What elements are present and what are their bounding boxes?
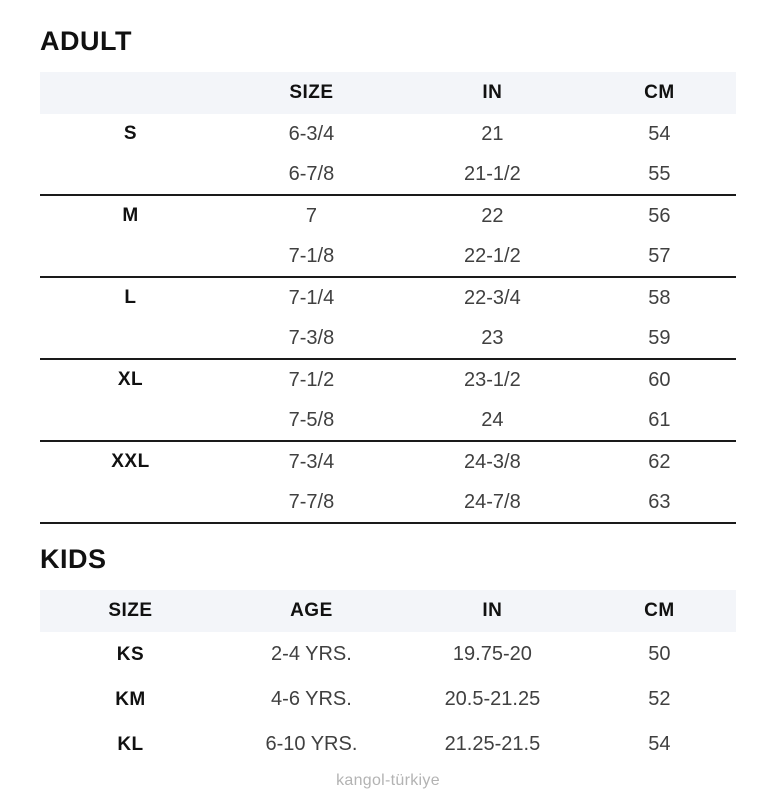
in-value-cell: 21 [481,122,504,145]
kids-header-size: SIZE [108,600,153,621]
size-value-cell: 7 [305,204,317,227]
size-label-cell: KM [115,688,146,710]
in-value-cell: 21.25-21.5 [444,733,541,755]
size-label-cell: S [123,123,138,144]
kids-header-cm: CM [644,600,675,621]
adult-header-cm: CM [644,82,675,103]
adult-size-table [40,72,736,524]
cm-value-cell: 55 [648,162,671,185]
cm-value-cell: 61 [648,408,671,431]
cm-value-cell: 54 [648,122,671,145]
size-value-cell: 7-1/4 [288,286,335,309]
kids-section-title: KIDS [40,544,107,574]
size-label-cell: XL [117,369,144,390]
in-value-cell: 22-3/4 [464,286,521,309]
table-row [40,196,736,236]
table-row [40,318,736,358]
age-value-cell: 6-10 YRS. [265,733,358,755]
table-row [40,114,736,154]
size-value-cell: 7-1/2 [288,368,335,391]
in-value-cell: 24-3/8 [464,450,521,473]
cm-value-cell: 63 [648,490,671,513]
size-value-cell: 6-3/4 [288,122,335,145]
table-row [40,360,736,400]
kids-header-age: AGE [290,600,333,621]
cm-value-cell: 60 [648,368,671,391]
age-value-cell: 2-4 YRS. [271,643,352,665]
in-value-cell: 21-1/2 [464,162,521,185]
table-row [40,400,736,440]
adult-group-m [40,196,736,278]
table-row [40,154,736,194]
adult-group-s [40,114,736,196]
cm-value-cell: 50 [648,643,671,665]
cm-value-cell: 58 [648,286,671,309]
cm-value-cell: 59 [648,326,671,349]
table-row [40,442,736,482]
kids-table-header-row [40,590,736,632]
kids-size-table [40,590,736,767]
in-value-cell: 19.75-20 [452,643,532,665]
adult-table-header-row [40,72,736,114]
size-label-cell: XXL [111,451,150,472]
in-value-cell: 24 [481,408,504,431]
size-label-cell: KL [117,733,144,755]
in-value-cell: 24-7/8 [464,490,521,513]
in-value-cell: 22 [481,204,504,227]
size-value-cell: 7-7/8 [288,490,335,513]
table-row [40,482,736,522]
cm-value-cell: 62 [648,450,671,473]
adult-section-title: ADULT [40,26,132,56]
adult-group-xxl [40,442,736,524]
adult-group-l [40,278,736,360]
size-label-cell: L [124,287,137,308]
size-value-cell: 7-1/8 [288,244,335,267]
kids-header-in: IN [482,600,503,621]
size-value-cell: 7-5/8 [288,408,335,431]
table-row [40,677,736,722]
table-row [40,236,736,276]
adult-header-size: SIZE [289,82,334,103]
cm-value-cell: 57 [648,244,671,267]
cm-value-cell: 56 [648,204,671,227]
adult-group-xl [40,360,736,442]
table-row [40,632,736,677]
adult-header-in: IN [482,82,503,103]
brand-watermark: kangol-türkiye [336,772,440,789]
cm-value-cell: 52 [648,688,671,710]
in-value-cell: 22-1/2 [464,244,521,267]
size-value-cell: 7-3/8 [288,326,335,349]
size-label-cell: KS [116,643,145,665]
table-row [40,278,736,318]
in-value-cell: 23 [481,326,504,349]
size-value-cell: 7-3/4 [288,450,335,473]
size-label-cell: M [122,205,139,226]
kids-section [40,544,736,767]
in-value-cell: 23-1/2 [464,368,521,391]
table-row [40,722,736,767]
age-value-cell: 4-6 YRS. [271,688,352,710]
cm-value-cell: 54 [648,733,671,755]
size-value-cell: 6-7/8 [288,162,335,185]
in-value-cell: 20.5-21.25 [444,688,541,710]
